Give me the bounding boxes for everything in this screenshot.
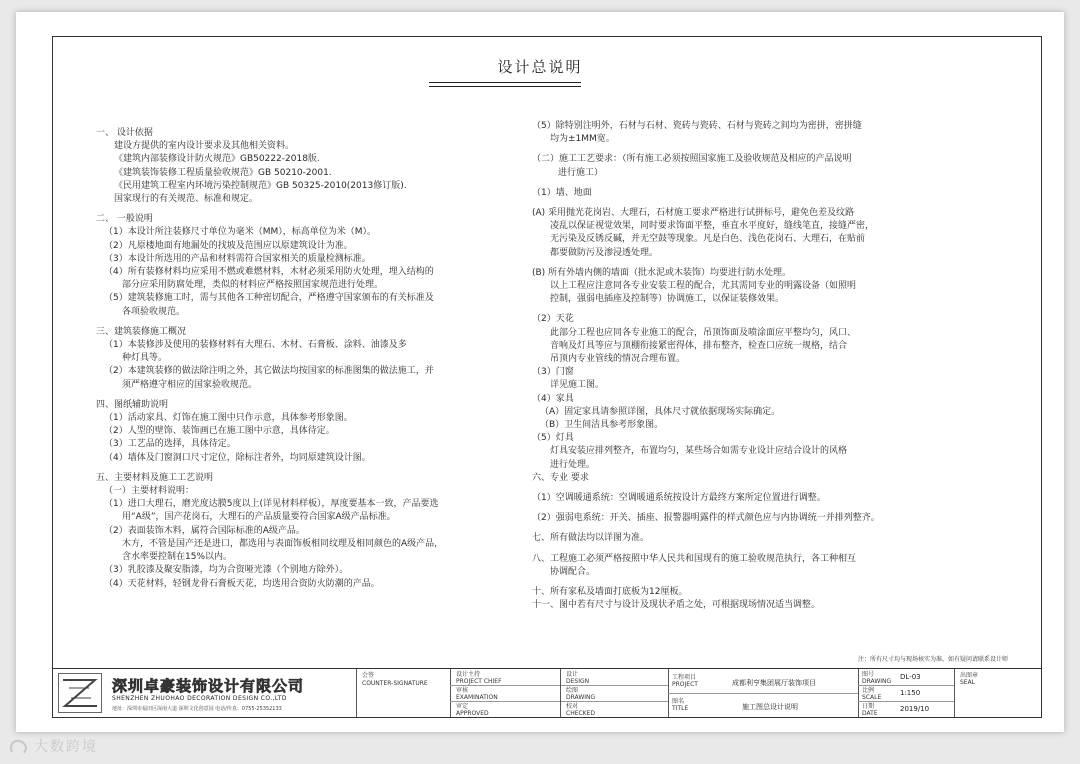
drawing-no-label-en: DRAWING <box>862 678 892 685</box>
note-line: （3）门窗 <box>532 367 574 378</box>
company-logo <box>58 673 102 713</box>
note-line: （3）乳胶漆及聚安脂漆，均为合资哑光漆（个别地方除外）。 <box>104 565 349 576</box>
scale-label-en: SCALE <box>862 694 882 701</box>
note-line: 进行施工） <box>558 167 604 178</box>
note-line: 六、专业 要求 <box>532 472 589 483</box>
note-line: （5）建筑装修施工时，需与其他各工种密切配合，严格遵守国家颁布的有关标准及 <box>104 293 434 304</box>
examination-label-en: EXAMINATION <box>456 694 498 701</box>
note-line: 五、主要材料及施工工艺说明 <box>96 472 214 483</box>
note-line: 种灯具等。 <box>122 353 168 364</box>
divider <box>560 669 561 717</box>
note-line: （1）空调暖通系统：空调暖通系统按设计方最终方案所定位置进行调整。 <box>532 493 826 504</box>
note-line: 此部分工程也应同各专业施工的配合，吊顶饰面及喷涂面应平整均匀，风口、 <box>550 327 857 338</box>
drawing-label: 绘图 <box>566 687 579 694</box>
note-line: 三、建筑装修施工概况 <box>96 326 187 337</box>
row-line <box>858 685 954 686</box>
note-line: 详见施工图。 <box>550 380 605 391</box>
title-block <box>52 668 1042 717</box>
company-name-en: SHENZHEN ZHUOHAO DECORATION DESIGN CO.,LTD <box>112 695 287 702</box>
countersign-label: 会签 <box>362 672 375 679</box>
note-line: （1）活动家具、灯饰在施工图中只作示意，具体参考形象图。 <box>104 413 353 424</box>
seal-label: 出图章 <box>960 672 979 679</box>
drawing-title: 施工图总设计说明 <box>742 703 798 711</box>
note-line: (B) 所有外墙内侧的墙面（批水泥或木装饰）均要进行防水处理。 <box>532 267 792 278</box>
watermark: 大数跨境 <box>34 739 98 755</box>
note-line: 《建筑装饰装修工程质量验收规范》GB 50210-2001. <box>114 167 332 178</box>
note-line: （5）除特别注明外，石材与石材、瓷砖与瓷砖、石材与瓷砖之间均为密拼，密拼缝 <box>532 121 862 131</box>
note-line: 各项验收规范。 <box>122 306 186 317</box>
drawing-sheet <box>16 12 1064 732</box>
note-line: （2）天花 <box>532 314 574 325</box>
note-line: 《建筑内部装修设计防火规范》GB50222-2018版. <box>114 154 320 165</box>
examination-label: 审核 <box>456 687 469 694</box>
watermark-icon <box>8 738 30 760</box>
note-line: （2）凡原楼地面有地漏处的找坡及范围应以原建筑设计为准。 <box>104 240 353 251</box>
note-line: （3）工艺品的选择，具体待定。 <box>104 439 236 450</box>
divider <box>954 669 955 717</box>
note-line: （2）表面装饰木料，属符合国际标准的A级产品。 <box>104 525 305 536</box>
scale-value: 1:150 <box>900 689 921 697</box>
note-line: 一、 设计依据 <box>96 128 153 138</box>
note-line: 须严格遵守相应的国家验收规范。 <box>122 379 258 390</box>
divider <box>356 669 357 717</box>
note-line: 吊顶内专业管线的情况合理布置。 <box>550 354 686 365</box>
project-label-en: PROJECT <box>672 681 698 688</box>
note-line: （B）卫生间洁具参考形象图。 <box>540 420 664 431</box>
note-line: （二）施工工艺要求：（所有施工必须按照国家施工及验收规范及相应的产品说明 <box>532 154 852 165</box>
note-line: （4）所有装修材料均应采用不燃或难燃材料，木材必须采用防火处理，埋入结构的 <box>104 267 434 278</box>
note-line: 灯具安装应排列整齐，布置均匀，某些场合如需专业设计应结合设计的风格 <box>550 446 848 457</box>
note-line: （1）墙、地面 <box>532 187 592 198</box>
approved-label-en: APPROVED <box>456 710 489 717</box>
company-address: 地址：深圳市福田区深南大道 深圳文化创意园 电话/传真：0755-25352133 <box>112 706 282 712</box>
date-label: 日期 <box>862 703 875 710</box>
project-label: 工程项目 <box>672 674 697 681</box>
note-line: 控制，强弱电插座及控制等）协调施工，以保证装修效果。 <box>550 294 785 305</box>
page-title: 设计总说明 <box>497 58 583 76</box>
row-line <box>450 685 668 686</box>
note-line: （A）固定家具请参照详图，具体尺寸就依据现场实际确定。 <box>540 406 781 417</box>
note-line: （3）本设计所选用的产品和材料需符合国家相关的质量检测标准。 <box>104 253 371 264</box>
note-line: 《民用建筑工程室内环境污染控制规范》GB 50325-2010(2013修订版). <box>114 180 407 191</box>
left-notes-column <box>96 120 496 591</box>
design-label: 设计 <box>566 671 579 678</box>
note-line: （1）进口大理石，磨光度达膜5度以上(详见材料样板），厚度要基本一致，产品要选 <box>104 499 439 510</box>
note-line: (A) 采用抛光花岗岩、大理石，石材施工要求严格进行试拼标号，避免色差及纹路 <box>532 208 855 219</box>
approved-label: 审定 <box>456 703 469 710</box>
drawing-no-label: 图号 <box>862 671 875 678</box>
note-line: （1）本设计所注装修尺寸单位为毫米（MM），标高单位为米（M）。 <box>104 227 377 238</box>
seal-label-en: SEAL <box>960 679 976 686</box>
note-line: 进行处理。 <box>550 459 596 470</box>
row-line <box>450 701 668 702</box>
row-line <box>668 693 858 694</box>
note-line: 八、工程施工必须严格按照中华人民共和国现有的施工验收规范执行，各工种相互 <box>532 553 857 564</box>
note-line: 用“A级”，国产花岗石，大理石的产品质量要符合国家A级产品标准。 <box>122 512 396 523</box>
note-line: 建设方提供的室内设计要求及其他相关资料。 <box>114 141 295 152</box>
general-note: 注：所有尺寸均与现场核实为准，如有疑问请联系设计师 <box>858 656 1009 663</box>
row-line <box>858 701 954 702</box>
note-line: 木方，不管是国产还是进口，都选用与表面饰板相同纹理及相同颜色的A级产品， <box>122 538 444 549</box>
note-line: 以上工程应注意同各专业安装工程的配合，尤其需同专业的明露设备（如照明 <box>550 281 857 292</box>
note-line: 四、图纸辅助说明 <box>96 399 169 410</box>
date-value: 2019/10 <box>900 705 930 713</box>
note-line: 十一、图中若有尺寸与设计及现状矛盾之处，可根据现场情况适当调整。 <box>532 600 821 611</box>
date-label-en: DATE <box>862 710 878 717</box>
countersign-label-en: COUNTER-SIGNATURE <box>362 680 428 687</box>
project-chief-label: 设计主持 <box>456 671 481 678</box>
project-chief-label-en: PROJECT CHIEF <box>456 678 502 685</box>
company-name: 深圳卓豪装饰设计有限公司 <box>112 677 305 695</box>
note-line: 七、所有做法均以详图为准。 <box>532 533 650 544</box>
note-line: 无污染及反锈反碱，并无空鼓等现象。凡是白色、浅色花岗石、大理石，在贴前 <box>550 234 866 245</box>
note-line: （一）主要材料说明： <box>104 486 195 497</box>
note-line: 部分应采用防腐处理，类似的材料应严格按照国家规范进行处理。 <box>122 280 384 291</box>
note-line: （2）强弱电系统：开关、插座、报警器明露件的样式颜色应与内协调统一并排列整齐。 <box>532 513 880 524</box>
drawing-number: DL-03 <box>900 673 921 681</box>
note-line: 凌乱以保证视觉效果，同时要求饰面平整，垂直水平度好，缝线笔直，接缝严密， <box>550 221 875 232</box>
note-line: （2）人型的壁饰、装饰画已在施工图中示意，具体待定。 <box>104 426 335 437</box>
title-underline <box>429 82 581 83</box>
note-line: （2）本建筑装修的做法除注明之外，其它做法均按国家的标准图集的做法施工，并 <box>104 366 434 377</box>
note-line: （4）家具 <box>532 393 574 404</box>
note-line: 十、所有家私及墙面打底板为12厘板。 <box>532 587 688 598</box>
drawing-label-en: DRAWING <box>566 694 596 701</box>
scale-label: 比例 <box>862 687 875 694</box>
note-line: 协调配合。 <box>550 566 596 577</box>
checked-label-en: CHECKED <box>566 710 596 717</box>
divider <box>450 669 451 717</box>
right-notes-column <box>532 120 902 613</box>
design-label-en: DESIGN <box>566 678 590 685</box>
title-label-en: TITLE <box>672 705 689 712</box>
note-line: 都要做防污及渗浸透处理。 <box>550 247 659 258</box>
project-name: 成都利亨集团展厅装饰项目 <box>732 679 816 687</box>
note-line: （5）灯具 <box>532 433 574 444</box>
note-line: （4）天花材料，轻钢龙骨石膏板天花，均选用合资防火防潮的产品。 <box>104 578 380 589</box>
divider <box>858 669 859 717</box>
checked-label: 校对 <box>566 703 579 710</box>
note-line: 音响及灯具等应与顶棚衔接紧密得体，排布整齐，检查口应统一规格，结合 <box>550 340 848 351</box>
note-line: （4）墙体及门窗洞口尺寸定位，除标注者外，均同原建筑设计图。 <box>104 452 371 463</box>
title-underline-thin <box>429 86 581 87</box>
note-line: 二、 一般说明 <box>96 214 153 225</box>
note-line: （1）本装修涉及使用的装修材料有大理石、木材、石膏板、涂料、油漆及多 <box>104 340 407 351</box>
note-line: 国家现行的有关规范、标准和规定。 <box>114 194 259 205</box>
note-line: 含水率要控制在15%以内。 <box>122 552 233 563</box>
note-line: 均为±1MM宽。 <box>550 134 615 145</box>
title-label: 图名 <box>672 698 685 705</box>
